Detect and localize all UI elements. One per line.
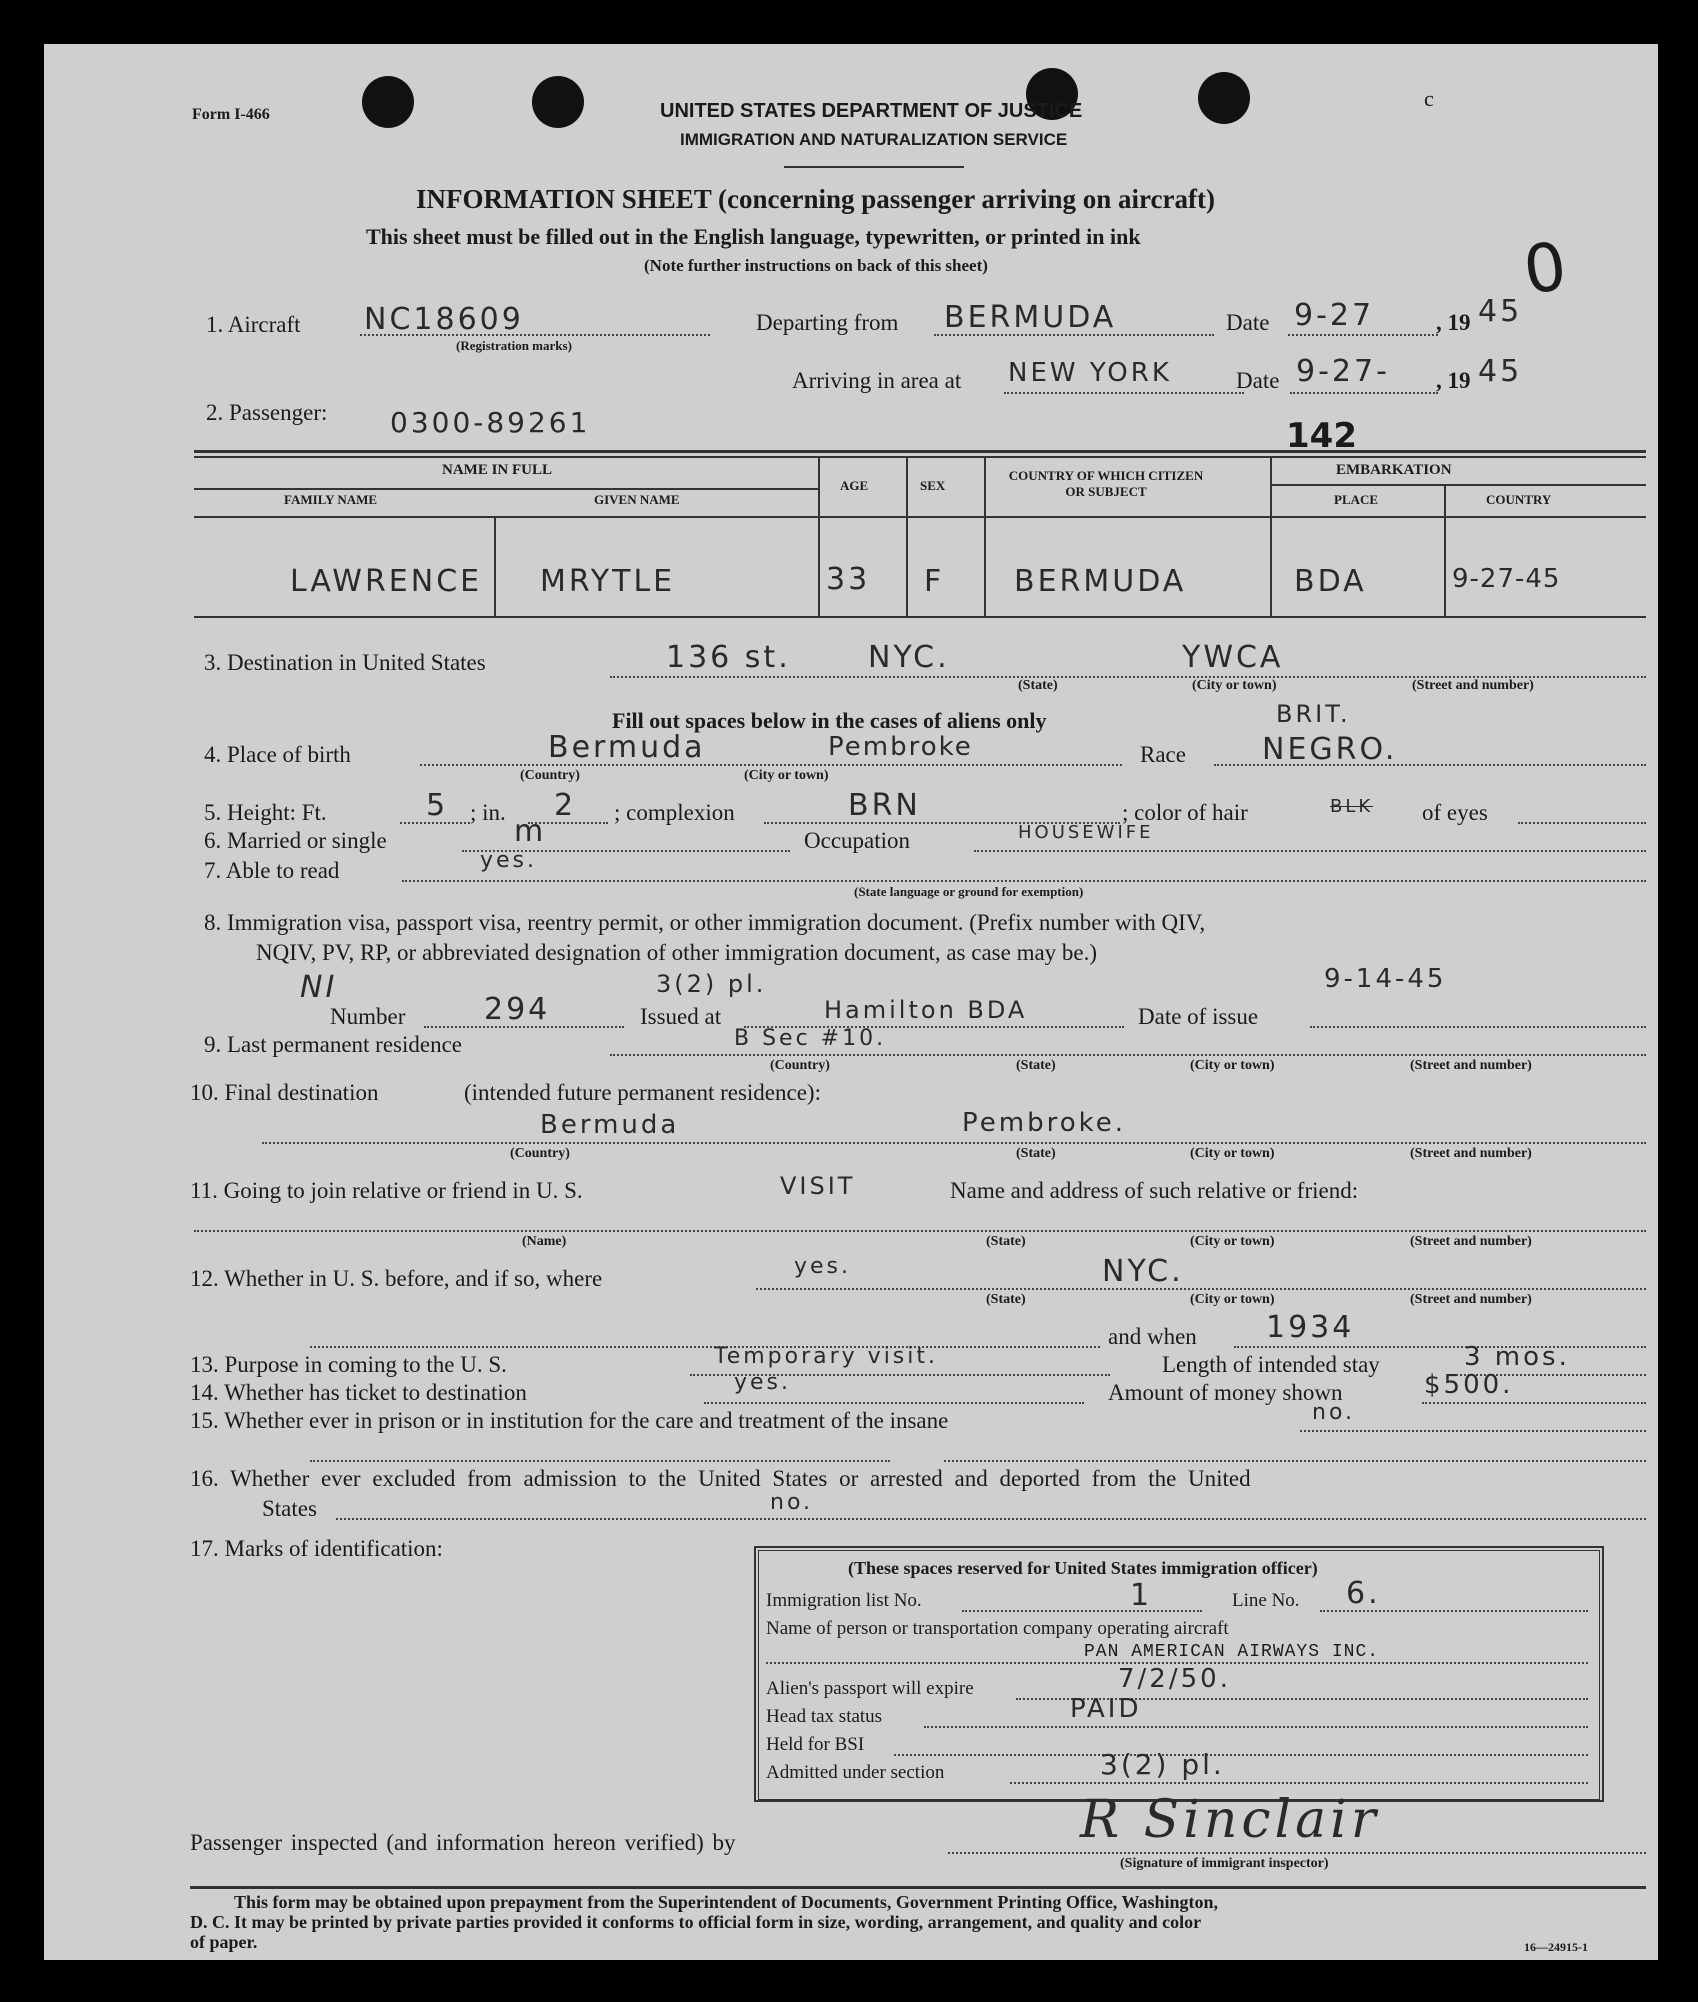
hair-value: BLK [1330,796,1374,817]
caption-city: (City or town) [744,768,829,783]
excluded-value: no. [770,1490,814,1515]
passport-expire-value: 7/2/50. [1118,1664,1231,1694]
table-bottom-rule [194,616,1646,618]
arriving-value: NEW YORK [1008,358,1172,388]
destination-label: 3. Destination in United States [204,650,486,675]
issued-at-label: Issued at [640,1004,722,1029]
relative-name-label: Name and address of such relative or friend: [950,1178,1359,1203]
head-tax-value: PAID [1070,1694,1142,1724]
prison-line [1300,1430,1646,1432]
visa-line-1: 8. Immigration visa, passport visa, reentry permit, or other immigration document. (Prefix number with QIV, [204,910,1206,935]
occupation-line [974,850,1646,852]
header-sex: SEX [920,478,946,493]
marital-value: m [514,814,547,849]
residence-value: B Sec #10. [734,1026,887,1051]
inches-value: 2 [554,788,577,823]
birthplace-label: 4. Place of birth [204,742,351,767]
aliens-only-note: Fill out spaces below in the cases of aliens only [612,708,1047,733]
table-header-rule [194,516,1646,518]
department-title: UNITED STATES DEPARTMENT OF JUSTICE [660,100,1083,122]
col-divider [906,456,908,616]
stay-length-label: Length of intended stay [1162,1352,1380,1377]
immigration-list-label: Immigration list No. [766,1590,922,1611]
join-relative-label: 11. Going to join relative or friend in U. S. [190,1178,583,1203]
caption-street: (Street and number) [1410,1146,1532,1161]
form-print-code: 16—24915-1 [1524,1940,1588,1954]
bsi-line [894,1754,1588,1756]
caption-city: (City or town) [1190,1292,1275,1307]
inches-label: ; in. [470,800,506,825]
inspection-line [948,1852,1646,1854]
caption-city: (City or town) [1190,1234,1275,1249]
money-line [1422,1402,1646,1404]
table-top-rule-2 [194,456,1646,458]
header-embarkation: EMBARKATION [1336,462,1452,478]
line-number-value: 6. [1346,1576,1381,1611]
stay-length-value: 3 mos. [1464,1342,1570,1372]
table-emb-rule [1270,484,1646,486]
header-age: AGE [840,478,869,493]
admitted-line [1010,1782,1588,1784]
col-divider [494,516,496,616]
bsi-label: Held for BSI [766,1734,865,1755]
col-divider [984,456,986,616]
prison-label: 15. Whether ever in prison or in institution for the care and treatment of the insane [190,1408,949,1433]
caption-state: (State) [986,1292,1026,1307]
header-country: COUNTRY OF WHICH CITIZEN OR SUBJECT [1008,468,1204,499]
form-number: Form I-466 [192,106,270,123]
previous-visit-line-2 [310,1346,1100,1348]
visa-number-value: 294 [484,992,551,1027]
inspector-signature: R Sinclair [1080,1790,1380,1850]
line-number-label: Line No. [1232,1590,1300,1611]
date-value: 9-27 [1294,298,1375,333]
year-value: 45 [1478,294,1523,329]
form-instructions: This sheet must be filled out in the English language, typewritten, or printed in ink [366,224,1141,249]
caption-state: (State) [1018,678,1058,693]
arrival-year-value: 45 [1478,354,1523,389]
caption-state: (State) [1016,1146,1056,1161]
final-city-value: Pembroke. [962,1108,1126,1138]
form-title: INFORMATION SHEET (concerning passenger arriving on aircraft) [416,184,1215,214]
inspection-label: Passenger inspected (and information hereon verified) by [190,1830,736,1855]
form-note: (Note further instructions on back of this sheet) [644,256,988,275]
corner-mark: c [1424,86,1434,111]
arrival-date-line [1290,392,1438,394]
prison-value: no. [1312,1400,1356,1425]
col-divider [1444,484,1446,616]
final-destination-label-2: (intended future permanent residence): [464,1080,821,1105]
birthplace-line [420,764,1122,766]
visa-prefix-value: NI [300,970,338,1005]
company-label: Name of person or transportation company operating aircraft [766,1618,1229,1639]
arrival-date-label: Date [1236,368,1280,393]
arrival-year-prefix: , 19 [1436,368,1471,393]
read-value: yes. [480,848,538,873]
footer-line-3: of paper. [190,1932,258,1952]
hair-label: ; color of hair [1122,800,1248,825]
height-label: 5. Height: Ft. [204,800,327,825]
destination-street-value: 136 st. [666,640,791,675]
destination-place-value: YWCA [1182,640,1284,675]
given-name-value: MRYTLE [540,564,676,599]
caption-state: (State) [1016,1058,1056,1073]
caption-street: (Street and number) [1410,1234,1532,1249]
previous-visit-city-value: NYC. [1102,1254,1184,1289]
purpose-label: 13. Purpose in coming to the U. S. [190,1352,507,1377]
race-label: Race [1140,742,1186,767]
circle-mark: 0 [1518,227,1572,310]
caption-name: (Name) [522,1234,567,1249]
money-value: $500. [1424,1370,1514,1400]
issue-date-value: 9-14-45 [1324,964,1447,994]
occupation-label: Occupation [804,828,911,853]
caption-state: (State) [986,1234,1026,1249]
race-note-value: BRIT. [1276,700,1351,728]
citizenship-value: BERMUDA [1014,564,1187,599]
birth-country-value: Bermuda [548,730,706,765]
issued-at-value: Hamilton BDA [824,996,1028,1024]
visa-line-2: NQIV, PV, RP, or abbreviated designation of other immigration document, as case may be.) [256,940,1098,965]
race-value: NEGRO. [1262,732,1398,767]
company-value: PAN AMERICAN AIRWAYS INC. [1084,1642,1380,1662]
visit-when-value: 1934 [1266,1310,1355,1345]
caption-city: (City or town) [1190,1058,1275,1073]
admitted-value: 3(2) pl. [1100,1748,1225,1781]
residence-label: 9. Last permanent residence [204,1032,462,1057]
join-relative-value: VISIT [780,1172,856,1200]
admitted-label: Admitted under section [766,1762,945,1783]
read-line [402,880,1646,882]
read-label: 7. Able to read [204,858,340,883]
issue-date-line [1310,1026,1646,1028]
final-destination-line [262,1142,1646,1144]
sex-value: F [924,564,945,599]
departing-value: BERMUDA [944,300,1117,335]
previous-visit-line [756,1288,1646,1290]
ticket-label: 14. Whether has ticket to destination [190,1380,527,1405]
immigration-list-line [962,1610,1202,1612]
relative-address-line [194,1230,1646,1232]
aircraft-value: NC18609 [364,302,524,337]
signature-caption: (Signature of immigrant inspector) [1120,1856,1329,1871]
final-destination-label: 10. Final destination [190,1080,379,1105]
immigration-list-value: 1 [1130,1578,1153,1613]
marital-label: 6. Married or single [204,828,387,853]
header-emb-country: COUNTRY [1486,492,1552,507]
previous-visit-label: 12. Whether in U. S. before, and if so, where [190,1266,603,1291]
occupation-value: HOUSEWIFE [1018,822,1154,843]
header-place: PLACE [1334,492,1379,507]
residence-line [610,1054,1646,1056]
age-value: 33 [826,562,871,597]
ticket-line [704,1402,1084,1404]
table-top-rule [194,450,1646,453]
excluded-line-2: States [262,1496,317,1521]
col-divider [1270,456,1272,616]
caption-street: (Street and number) [1410,1292,1532,1307]
embark-date-value: 9-27-45 [1452,564,1561,594]
caption-street: (Street and number) [1410,1058,1532,1073]
form-sheet [44,44,1658,1960]
caption-country: (Country) [520,768,580,783]
table-name-rule [194,488,818,490]
prison-line-3 [944,1460,1646,1462]
caption-street: (Street and number) [1412,678,1534,693]
final-country-value: Bermuda [540,1110,680,1140]
complexion-value: BRN [848,788,921,823]
header-rule [784,166,964,168]
read-caption: (State language or ground for exemption) [854,884,1084,899]
date-line [1288,334,1438,336]
aircraft-caption: (Registration marks) [456,338,572,353]
complexion-label: ; complexion [614,800,735,825]
issue-date-label: Date of issue [1138,1004,1259,1029]
eyes-line [1518,822,1646,824]
identification-marks-label: 17. Marks of identification: [190,1536,443,1561]
header-name-in-full: NAME IN FULL [442,462,553,478]
service-title: IMMIGRATION AND NATURALIZATION SERVICE [680,130,1068,149]
money-label: Amount of money shown [1108,1380,1343,1405]
aircraft-label: 1. Aircraft [206,312,301,337]
passport-expire-label: Alien's passport will expire [766,1678,974,1699]
purpose-value: Temporary visit. [714,1344,938,1369]
punch-hole [532,76,584,128]
caption-country: (Country) [770,1058,830,1073]
manifest-number: 142 [1286,416,1357,456]
ticket-value: yes. [734,1370,792,1395]
head-tax-label: Head tax status [766,1706,883,1727]
header-family-name: FAMILY NAME [284,492,378,507]
passenger-label: 2. Passenger: [206,400,328,425]
caption-city: (City or town) [1192,678,1277,693]
header-given-name: GIVEN NAME [594,492,680,507]
feet-value: 5 [426,788,449,823]
birth-city-value: Pembroke [828,732,973,762]
officer-box-title: (These spaces reserved for United States immigration officer) [848,1558,1318,1578]
prison-line-2 [310,1460,890,1462]
caption-city: (City or town) [1190,1146,1275,1161]
previous-visit-yes-value: yes. [794,1254,852,1279]
punch-hole [362,76,414,128]
col-divider [818,456,820,616]
passenger-value: 0300-89261 [390,406,591,439]
visit-when-line [1234,1346,1646,1348]
excluded-line-1: 16. Whether ever excluded from admission to the United States or arrested and deported from the United [190,1466,1251,1491]
head-tax-line [924,1726,1588,1728]
visa-section-value: 3(2) pl. [656,970,767,998]
arriving-label: Arriving in area at [792,368,962,393]
arriving-line [1004,392,1244,394]
embark-place-value: BDA [1294,564,1367,599]
destination-city-value: NYC. [868,640,950,675]
departing-label: Departing from [756,310,899,335]
family-name-value: LAWRENCE [290,564,483,599]
eyes-label: of eyes [1422,800,1488,825]
punch-hole [1198,72,1250,124]
footer-line-2: D. C. It may be printed by private parties provided it conforms to official form in size, wording, arrangement, and quality and color [190,1912,1202,1932]
date-label: Date [1226,310,1270,335]
footer-line-1: This form may be obtained upon prepayment from the Superintendent of Documents, Government Printing Office, Washington, [234,1892,1219,1912]
arrival-date-value: 9-27- [1296,354,1390,389]
visit-when-label: and when [1108,1324,1197,1349]
year-prefix: , 19 [1436,310,1471,335]
excluded-line [336,1518,1646,1520]
caption-country: (Country) [510,1146,570,1161]
visa-number-label: Number [330,1004,406,1029]
footer-rule [190,1886,1646,1889]
